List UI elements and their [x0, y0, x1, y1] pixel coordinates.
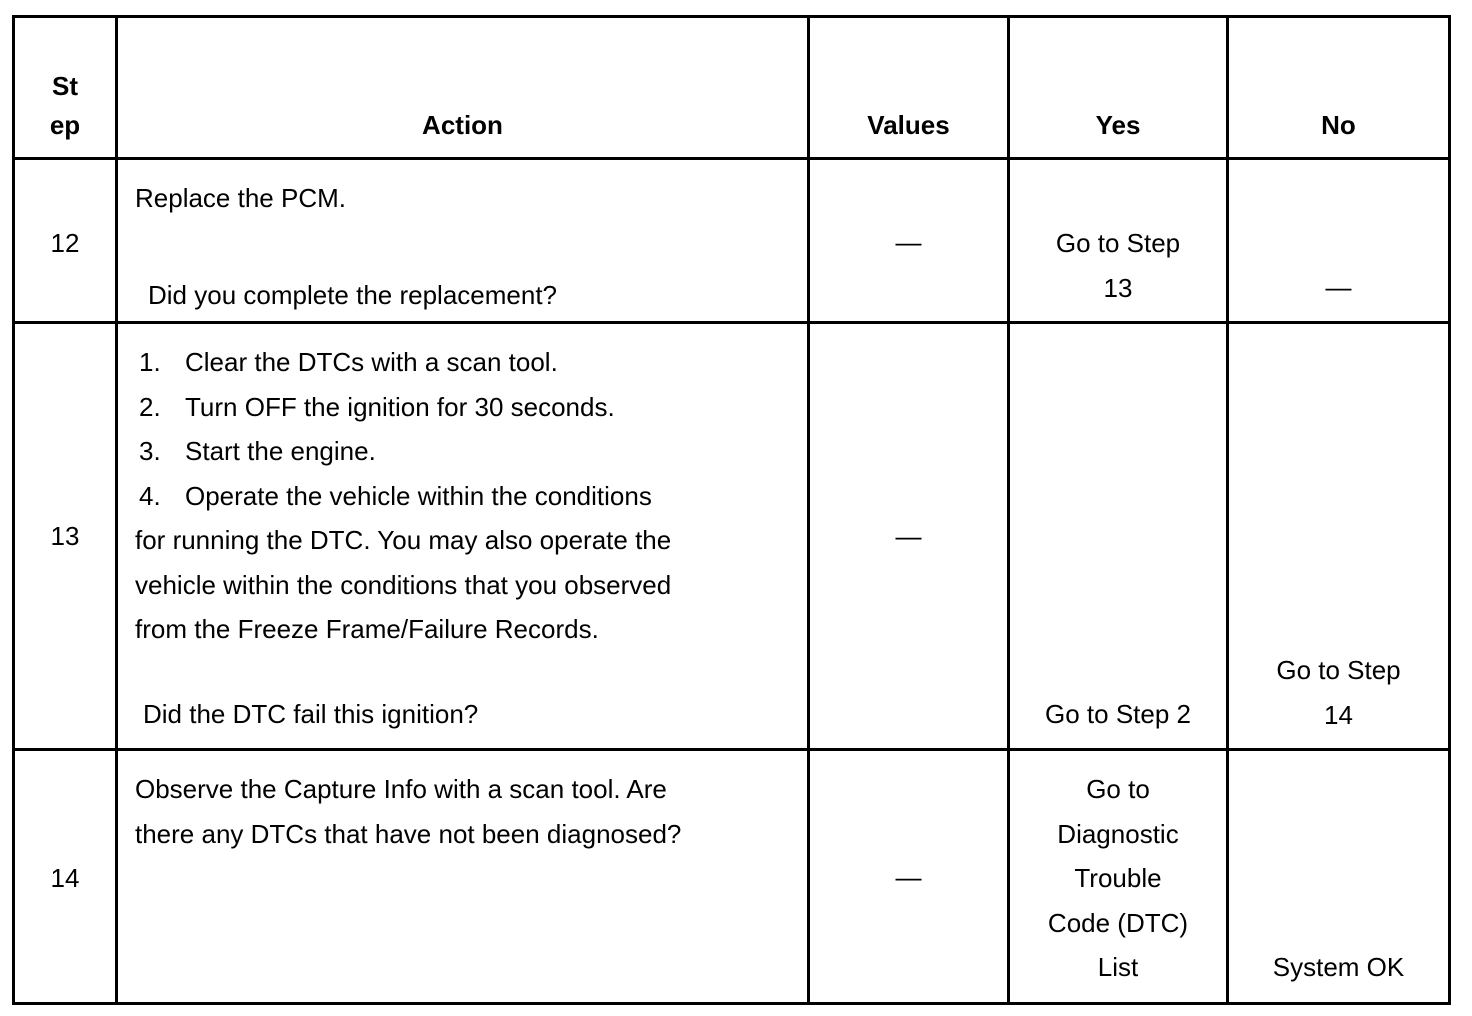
values-cell [809, 750, 1009, 1004]
no-line-2: 14 [1324, 699, 1353, 730]
yes-text: Go to Step 2 [1045, 699, 1191, 729]
list-item: 3. Start the engine. [139, 436, 376, 466]
yes-cell [1009, 323, 1228, 750]
header-action [117, 17, 809, 159]
action-cell [117, 159, 809, 323]
yes-line-5: List [1097, 952, 1139, 982]
action-text: Observe the Capture Info with a scan tool. Are there any DTCs that have not been diagnosed? [135, 774, 682, 849]
header-yes-label: Yes [1095, 110, 1141, 140]
step-cell [14, 323, 117, 750]
list-item: 2. Turn OFF the ignition for 30 seconds. [139, 391, 615, 422]
yes-line-2: Diagnostic [1057, 818, 1179, 849]
yes-line-4: Code (DTC) [1047, 907, 1189, 938]
no-cell [1228, 323, 1450, 750]
step-number: 13 [50, 521, 80, 551]
yes-text [1010, 767, 1226, 990]
header-step-line-1: St [52, 71, 78, 101]
no-dash: — [1325, 272, 1352, 302]
table-row-step-13 [14, 323, 1450, 750]
step-number: 12 [50, 228, 80, 258]
yes-line-3: Trouble [1074, 863, 1162, 893]
action-text: Replace the PCM. [135, 183, 346, 213]
values-dash: — [895, 227, 922, 257]
step-cell [14, 750, 117, 1004]
header-step [14, 17, 117, 159]
header-step-line-2: ep [49, 110, 81, 140]
yes-line-1: Go to [1086, 774, 1150, 804]
action-step-list [135, 340, 671, 518]
action-continuation: for running the DTC. You may also operate the vehicle within the conditions that you observed from the Freeze Frame/Failure Records. [135, 525, 672, 644]
header-yes [1009, 17, 1228, 159]
header-no [1228, 17, 1450, 159]
values-cell [809, 323, 1009, 750]
yes-cell [1009, 159, 1228, 323]
values-dash: — [895, 521, 922, 551]
table-row-step-12 [14, 159, 1450, 323]
table-row-step-14 [14, 750, 1450, 1004]
diagnostic-table [12, 15, 1451, 1005]
header-values-label: Values [867, 110, 950, 140]
header-no-label: No [1321, 110, 1356, 140]
header-action-label: Action [422, 110, 503, 140]
action-cell [117, 750, 809, 1004]
yes-cell [1009, 750, 1228, 1004]
action-cell [117, 323, 809, 750]
header-row [14, 17, 1450, 159]
step-cell [14, 159, 117, 323]
yes-text [1010, 221, 1226, 310]
action-steps-block [135, 340, 671, 652]
yes-line-1: Go to Step [1055, 228, 1181, 258]
list-item: 4. Operate the vehicle within the conditions [139, 480, 652, 511]
action-question: Did you complete the replacement? [148, 280, 558, 310]
step-number: 14 [50, 863, 80, 893]
no-cell [1228, 750, 1450, 1004]
values-dash: — [895, 862, 922, 892]
no-text: System OK [1272, 952, 1405, 982]
no-text [1229, 648, 1448, 737]
action-question: Did the DTC fail this ignition? [143, 699, 479, 729]
list-item: 1. Clear the DTCs with a scan tool. [139, 347, 558, 377]
values-cell [809, 159, 1009, 323]
header-values [809, 17, 1009, 159]
no-cell [1228, 159, 1450, 323]
no-line-1: Go to Step [1276, 655, 1401, 685]
yes-line-2: 13 [1103, 272, 1133, 303]
